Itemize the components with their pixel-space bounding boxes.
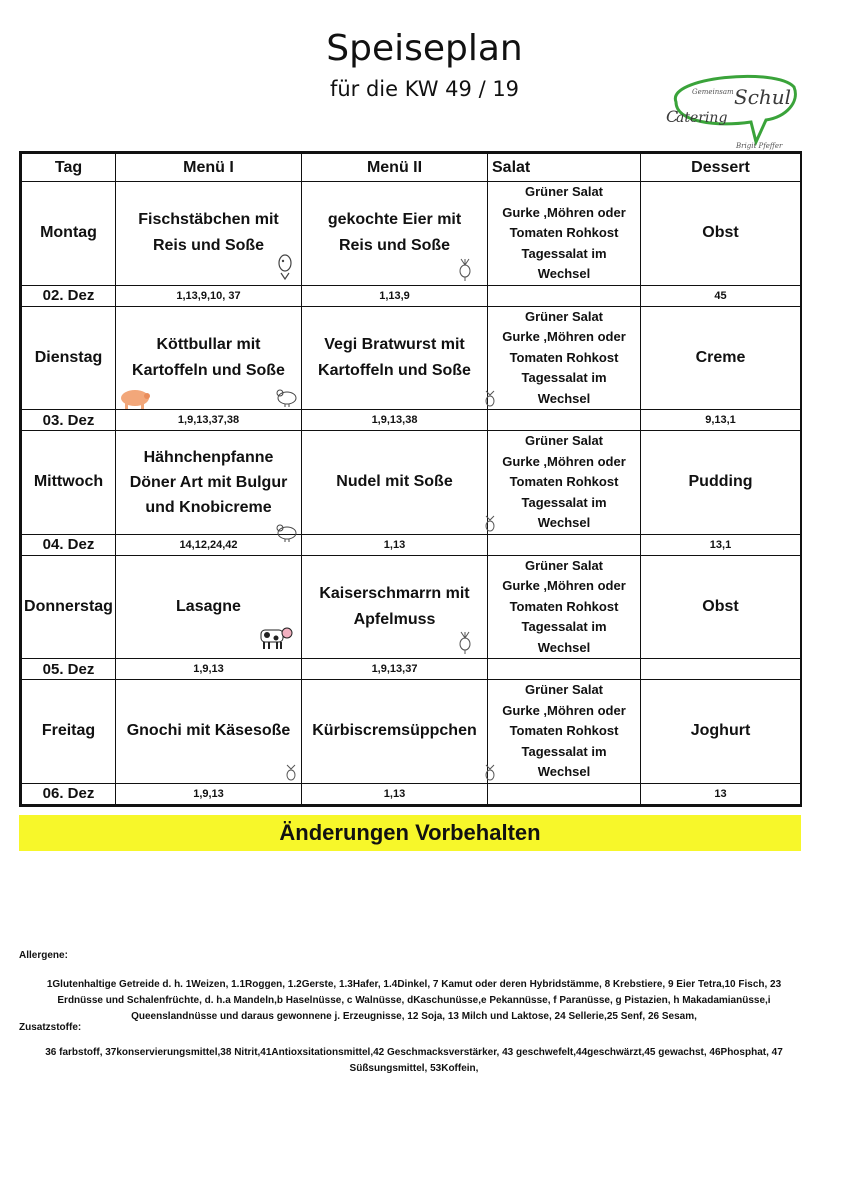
allergens-dessert: 45 [641, 285, 801, 306]
pig-icon [118, 387, 152, 409]
dessert-cell: Pudding [641, 431, 801, 535]
allergens-dessert: 13 [641, 783, 801, 804]
menu2-cell: Kaiserschmarrn mit Apfelmuss [302, 555, 488, 659]
allergen-row [22, 659, 801, 680]
day-name: Dienstag [22, 306, 116, 410]
allergens-menu1: 1,9,13 [116, 783, 302, 804]
allergens-menu1: 14,12,24,42 [116, 534, 302, 555]
allergens-menu1: 1,9,13 [116, 659, 302, 680]
changes-banner: Änderungen Vorbehalten [19, 815, 801, 851]
page-title: Speiseplan [326, 28, 523, 69]
menu1-cell: Fischstäbchen mit Reis und Soße [116, 182, 302, 286]
logo-small-text: Gemeinsam [692, 88, 734, 96]
table-header-row [22, 154, 801, 182]
allergens-dessert [641, 659, 801, 680]
page-subtitle: für die KW 49 / 19 [329, 77, 520, 101]
menu1-cell: Köttbullar mit Kartoffeln und Soße [116, 306, 302, 410]
menu1-cell: Lasagne [116, 555, 302, 659]
radish-icon [457, 257, 473, 281]
allergen-row [22, 534, 801, 555]
cow-icon [257, 624, 293, 650]
header-tag: Tag [22, 154, 116, 182]
logo-name-text: Brigit Pfeffer [736, 142, 783, 150]
table-row [22, 431, 801, 535]
catering-logo [656, 72, 800, 154]
header-dessert: Dessert [641, 154, 801, 182]
dessert-cell: Obst [641, 182, 801, 286]
radish-icon [285, 763, 297, 783]
table-row [22, 555, 801, 659]
allergens-salat [488, 410, 641, 431]
chicken-icon [275, 387, 299, 407]
fish-icon [275, 253, 295, 281]
salat-cell: Grüner Salat Gurke ,Möhren oder Tomaten Rohkost Tagessalat im Wechsel [488, 431, 641, 535]
menu1-cell: Hähnchenpfanne Döner Art mit Bulgur und Knobicreme [116, 431, 302, 535]
allergens-menu1: 1,13,9,10, 37 [116, 285, 302, 306]
allergens-salat [488, 659, 641, 680]
allergen-row [22, 783, 801, 804]
header-menu1: Menü I [116, 154, 302, 182]
radish-icon [484, 763, 496, 783]
header-menu2: Menü II [302, 154, 488, 182]
table-row [22, 182, 801, 286]
radish-icon [484, 389, 496, 409]
menu2-cell: Vegi Bratwurst mit Kartoffeln und Soße [302, 306, 488, 410]
allergens-menu1: 1,9,13,37,38 [116, 410, 302, 431]
menu1-cell: Gnochi mit Käsesoße [116, 680, 302, 784]
day-name: Donnerstag [22, 555, 116, 659]
svg-text:C: C [666, 107, 679, 126]
menu2-cell: Nudel mit Soße [302, 431, 488, 535]
allergens-menu2: 1,9,13,37 [302, 659, 488, 680]
allergens-menu2: 1,13 [302, 534, 488, 555]
dessert-cell: Joghurt [641, 680, 801, 784]
allergene-text: 1Glutenhaltige Getreide d. h. 1Weizen, 1.1Roggen, 1.2Gerste, 1.3Hafer, 1.4Dinkel, 7 Kamut oder deren Hybridstämme, 8 Krebstiere, 9 Eier Tetra,10 Fisch, 23 Erdnüsse und Schalenfrüchte, d. h.a Mandeln,b Haselnüsse, c Walnüsse, dKaschunüsse,e Pekannüsse, f Paranüsse, g Pistazien, h Makadamianüsse,i Queenslandnüsse und daraus gewonnene j. Erzeugnisse, 12 Soja, 13 Milch und Laktose, 24 Sellerie,25 Senf, 26 Sesam, [46, 979, 782, 1022]
salat-cell: Grüner Salat Gurke ,Möhren oder Tomaten Rohkost Tagessalat im Wechsel [488, 555, 641, 659]
allergens-dessert: 9,13,1 [641, 410, 801, 431]
allergens-salat [488, 534, 641, 555]
day-name: Freitag [22, 680, 116, 784]
zusatz-label: Zusatzstoffe: [19, 1022, 82, 1033]
allergens-menu2: 1,9,13,38 [302, 410, 488, 431]
allergens-salat [488, 285, 641, 306]
menu2-cell: gekochte Eier mit Reis und Soße [302, 182, 488, 286]
salat-cell: Grüner Salat Gurke ,Möhren oder Tomaten Rohkost Tagessalat im Wechsel [488, 182, 641, 286]
radish-icon [484, 514, 496, 534]
radish-icon [457, 630, 473, 654]
zusatz-text: 36 farbstoff, 37konservierungsmittel,38 Nitrit,41Antioxsitationsmittel,42 Geschmacksverstärker, 43 geschwefelt,44geschwärzt,45 gewachst, 46Phosphat, 47 Süßsungsmittel, 53Koffein, [45, 1047, 783, 1074]
allergens-salat [488, 783, 641, 804]
header-salat: Salat [488, 154, 641, 182]
allergen-row [22, 285, 801, 306]
menu-table [19, 151, 802, 807]
day-date: 06. Dez [22, 783, 116, 804]
day-date: 02. Dez [22, 285, 116, 306]
dessert-cell: Creme [641, 306, 801, 410]
day-name: Mittwoch [22, 431, 116, 535]
allergen-row [22, 410, 801, 431]
day-date: 05. Dez [22, 659, 116, 680]
dessert-cell: Obst [641, 555, 801, 659]
salat-cell: Grüner Salat Gurke ,Möhren oder Tomaten Rohkost Tagessalat im Wechsel [488, 680, 641, 784]
logo-main-text: Schul [734, 85, 792, 109]
table-row [22, 680, 801, 784]
allergene-label: Allergene: [19, 950, 68, 961]
salat-cell: Grüner Salat Gurke ,Möhren oder Tomaten Rohkost Tagessalat im Wechsel [488, 306, 641, 410]
allergens-menu2: 1,13,9 [302, 285, 488, 306]
day-date: 03. Dez [22, 410, 116, 431]
allergens-menu2: 1,13 [302, 783, 488, 804]
table-row [22, 306, 801, 410]
menu2-cell: Kürbiscremsüppchen [302, 680, 488, 784]
allergens-dessert: 13,1 [641, 534, 801, 555]
day-name: Montag [22, 182, 116, 286]
logo-sub-text: atering [676, 110, 728, 126]
day-date: 04. Dez [22, 534, 116, 555]
